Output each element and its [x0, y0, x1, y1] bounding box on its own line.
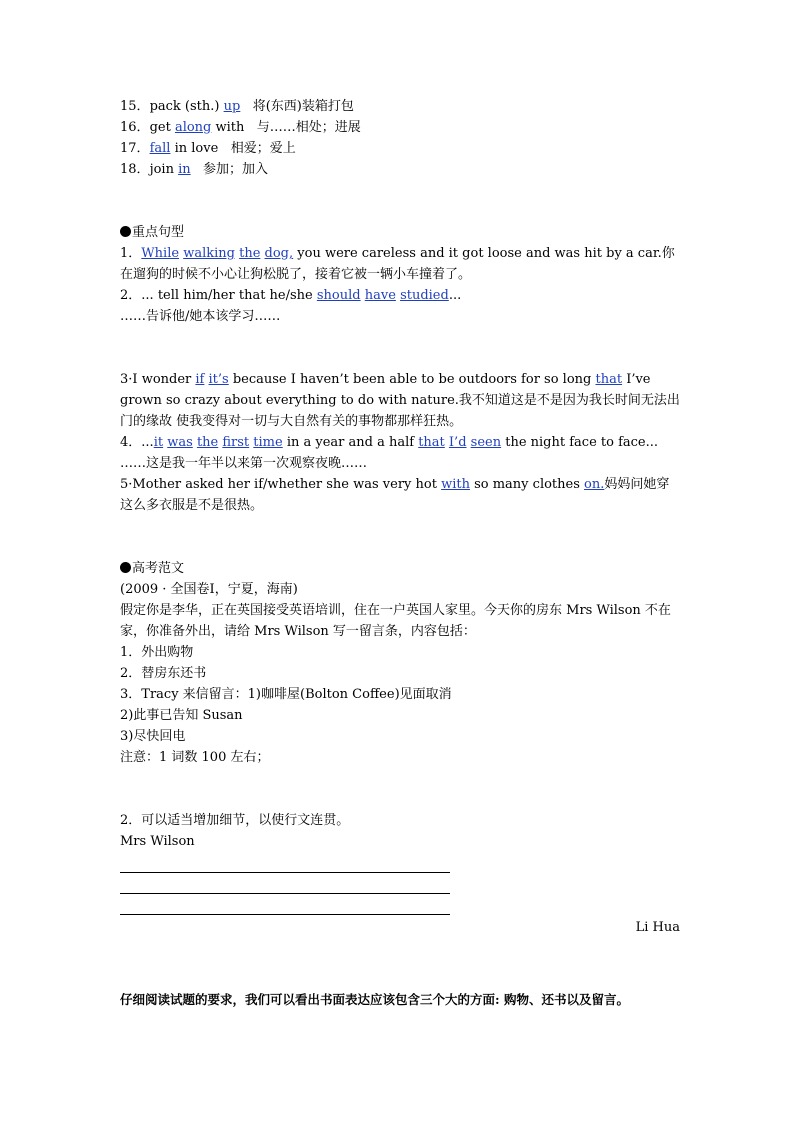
- sentence-text: Mother asked her if/whether she was very hot: [132, 477, 442, 492]
- analysis-footer: 仔细阅读试题的要求，我们可以看出书面表达应该包含三个大的方面: 购物、还书以及留言。: [120, 992, 629, 1007]
- underlined-word[interactable]: first: [222, 435, 250, 450]
- item-number: 16: [120, 120, 137, 135]
- underlined-word[interactable]: have: [364, 288, 396, 303]
- essay-heading: [120, 558, 680, 579]
- underlined-word[interactable]: walking: [183, 246, 235, 261]
- sentence-3: 3·I wonder if it’s because I haven’t been able to be outdoors for so long that I’ve grown so crazy about everything to do with nature.我不知道这是不是因为我长时间无法出门的缘故 使我变得对一切与大自然有关的事物都那样狂热。: [120, 372, 680, 429]
- underlined-word[interactable]: along: [174, 120, 212, 135]
- underlined-word[interactable]: in: [178, 162, 191, 177]
- essay-item: 3)尽快回电: [120, 729, 186, 744]
- phrase-text: in love: [170, 141, 219, 156]
- underlined-word[interactable]: it: [153, 435, 164, 450]
- writing-line: [120, 914, 450, 915]
- essay-prompt: 假定你是李华，正在英国接受英语培训，住在一户英国人家里。今天你的房东 Mrs Wilson 不在家，你准备外出，请给 Mrs Wilson 写一留言条，内容包括：: [120, 603, 671, 639]
- underlined-word[interactable]: dog,: [264, 246, 294, 261]
- vocab-item: 18．join in 参加；加入: [120, 162, 269, 177]
- underlined-word[interactable]: with: [441, 477, 470, 492]
- sentence-text: ... tell him/her that he/she: [141, 288, 317, 303]
- essay-note: 2．可以适当增加细节，以使行文连贯。: [120, 813, 350, 828]
- sentence-text: 妈妈问她穿这么多衣服是不是很热。: [120, 477, 670, 513]
- phrase-text: pack (sth.): [149, 99, 224, 114]
- item-number: 4: [120, 435, 129, 450]
- underlined-word[interactable]: on.: [584, 477, 605, 492]
- item-number: 2: [120, 288, 129, 303]
- essay-source: (2009 · 全国卷Ⅰ，宁夏，海南): [120, 582, 298, 597]
- essay-item: 1．外出购物: [120, 645, 194, 660]
- vocab-item: 17．fall in love 相爱；爱上: [120, 141, 296, 156]
- underlined-word[interactable]: if: [195, 372, 205, 387]
- underlined-word[interactable]: that: [595, 372, 623, 387]
- item-number: 15: [120, 99, 137, 114]
- item-number: 3: [120, 372, 129, 387]
- heading-text: 重点句型: [132, 225, 185, 240]
- sentence-text: in a year and a half: [282, 435, 419, 450]
- sentence-2-translation: ……告诉他/她本该学习……: [120, 309, 281, 324]
- sentence-1: 1．While walking the dog, you were careless and it got loose and was hit by a car.你在遛狗的时候不小心让狗松脱了，接着它被一辆小车撞着了。: [120, 246, 675, 282]
- item-number: 1: [120, 246, 129, 261]
- vocab-item: 15．pack (sth.) up 将(东西)装箱打包: [120, 99, 354, 114]
- underlined-word[interactable]: was: [167, 435, 193, 450]
- essay-item: 2)此事已告知 Susan: [120, 708, 243, 723]
- chinese-meaning: 将(东西)装箱打包: [252, 99, 354, 114]
- sentence-text: the night face to face...: [501, 435, 659, 450]
- sentences-heading: [120, 222, 680, 243]
- sentence-text: I’ve grown so crazy about everything to do with nature.我不知道这是不是因为我长时间无法出门的缘故 使我变得对一切与大自然有关的事物都那样狂热。: [120, 372, 680, 429]
- vocab-item: 16．get along with 与……相处；进展: [120, 120, 361, 135]
- underlined-word[interactable]: I’d: [448, 435, 467, 450]
- phrase-text: join: [149, 162, 179, 177]
- sentence-text: so many clothes: [469, 477, 585, 492]
- underlined-word[interactable]: the: [239, 246, 261, 261]
- sentence-5: 5·Mother asked her if/whether she was very hot with so many clothes on.妈妈问她穿这么多衣服是不是很热。: [120, 477, 670, 513]
- sentence-text: ...: [448, 288, 462, 303]
- document-body: [120, 96, 680, 938]
- heading-text: 高考范文: [132, 561, 185, 576]
- underlined-word[interactable]: that: [418, 435, 445, 450]
- sentence-4: 4．...it was the first time in a year and a half that I’d seen the night face to face...: [120, 435, 659, 450]
- bullet-icon: [120, 226, 131, 237]
- underlined-word[interactable]: studied: [400, 288, 449, 303]
- sentence-text: you were careless and it got loose and was hit by a car.你在遛狗的时候不小心让狗松脱了，接着它被一辆小车撞着了。: [120, 246, 675, 282]
- essay-item: 2．替房东还书: [120, 666, 207, 681]
- underlined-word[interactable]: seen: [470, 435, 502, 450]
- essay-item: 3．Tracy 来信留言：1)咖啡屋(Bolton Coffee)见面取消: [120, 687, 452, 702]
- underlined-word[interactable]: up: [223, 99, 241, 114]
- phrase-text: get: [149, 120, 175, 135]
- item-number: 5: [120, 477, 129, 492]
- underlined-word[interactable]: fall: [149, 141, 171, 156]
- underlined-word[interactable]: it’s: [208, 372, 229, 387]
- chinese-meaning: 参加；加入: [203, 162, 269, 177]
- sentence-text: because I haven’t been able to be outdoors for so long: [228, 372, 596, 387]
- chinese-meaning: 相爱；爱上: [230, 141, 296, 156]
- writing-line: [120, 893, 450, 894]
- underlined-word[interactable]: should: [316, 288, 361, 303]
- item-number: 17: [120, 141, 137, 156]
- underlined-word[interactable]: time: [253, 435, 283, 450]
- writing-line: [120, 872, 450, 873]
- chinese-meaning: 与……相处；进展: [256, 120, 361, 135]
- phrase-text: with: [211, 120, 245, 135]
- sentence-4-translation: ……这是我一年半以来第一次观察夜晚……: [120, 456, 368, 471]
- item-number: 18: [120, 162, 137, 177]
- essay-item: 注意：1 词数 100 左右；: [120, 750, 270, 765]
- underlined-word[interactable]: While: [141, 246, 180, 261]
- signature: Li Hua: [635, 920, 680, 935]
- sentence-2: 2．... tell him/her that he/she should have studied...: [120, 288, 462, 303]
- bullet-icon: [120, 562, 131, 573]
- salutation: Mrs Wilson: [120, 834, 195, 849]
- underlined-word[interactable]: the: [196, 435, 219, 450]
- sentence-text: ...: [141, 435, 154, 450]
- sentence-text: I wonder: [132, 372, 196, 387]
